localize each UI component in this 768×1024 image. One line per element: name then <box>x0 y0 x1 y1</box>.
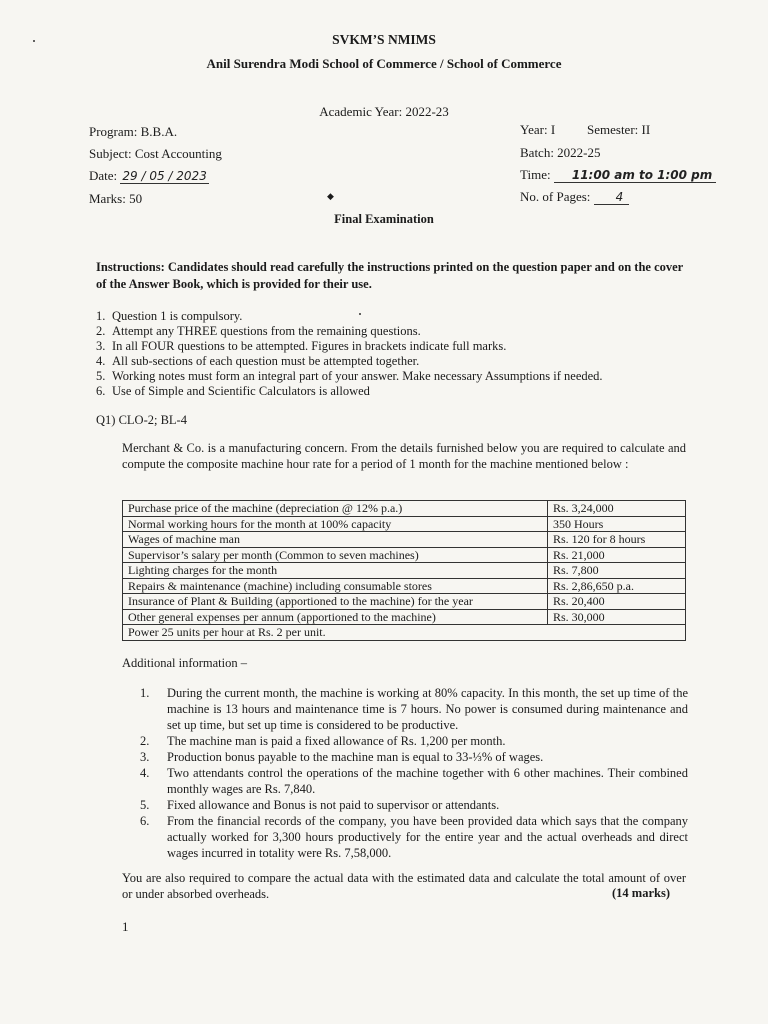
marks: Marks: 50 <box>89 191 143 206</box>
table-row: Repairs & maintenance (machine) including consumable stores Rs. 2,86,650 p.a. <box>123 578 686 594</box>
batch: Batch: 2022-25 <box>520 145 601 160</box>
exam-title: Final Examination <box>334 212 434 226</box>
table-row: Power 25 units per hour at Rs. 2 per unit. <box>123 625 686 641</box>
table-row: Other general expenses per annum (apportioned to the machine) Rs. 30,000 <box>123 609 686 625</box>
list-item: 6. Use of Simple and Scientific Calculators is allowed <box>96 384 370 398</box>
list-item: 2. The machine man is paid a fixed allowance of Rs. 1,200 per month. <box>140 734 506 748</box>
institution-name: SVKM’S NMIMS <box>332 32 436 47</box>
list-item: 5. Working notes must form an integral part of your answer. Make necessary Assumptions if needed. <box>96 369 603 383</box>
semester: Semester: II <box>587 122 651 137</box>
table-row: Supervisor’s salary per month (Common to seven machines) Rs. 21,000 <box>123 547 686 563</box>
date-row <box>89 168 209 184</box>
instructions-heading: Instructions: Candidates should read carefully the instructions printed on the question paper and on the cover of the Answer Book, which is provided for their use. <box>96 260 683 291</box>
date-label: Date: <box>89 168 118 183</box>
academic-year: Academic Year: 2022-23 <box>319 104 449 119</box>
school-name: Anil Surendra Modi School of Commerce / School of Commerce <box>206 56 562 71</box>
subject: Subject: Cost Accounting <box>89 146 222 161</box>
table-row: Wages of machine man Rs. 120 for 8 hours <box>123 532 686 548</box>
table-row: Purchase price of the machine (depreciation @ 12% p.a.) Rs. 3,24,000 <box>123 501 686 517</box>
program: Program: B.B.A. <box>89 124 178 139</box>
scan-mark: ◆ <box>327 191 334 201</box>
list-item: 6. From the financial records of the company, you have been provided data which says that the company actually worked for 3,300 hours productively for the entire year and the actual overheads and direct wages incurred in totality were Rs. 7,58,000. <box>140 814 688 860</box>
additional-heading: Additional information – <box>122 656 247 670</box>
time-label: Time: <box>520 167 551 182</box>
list-item: 1. Question 1 is compulsory. <box>96 309 243 323</box>
table-row: Insurance of Plant & Building (apportioned to the machine) for the year Rs. 20,400 <box>123 594 686 610</box>
list-item: 5. Fixed allowance and Bonus is not paid to supervisor or attendants. <box>140 798 500 812</box>
scan-speck <box>359 313 361 315</box>
date-value: 29 / 05 / 2023 <box>122 169 207 183</box>
list-item: 3. In all FOUR questions to be attempted. Figures in brackets indicate full marks. <box>96 339 507 353</box>
list-item: 4. Two attendants control the operations of the machine together with 6 other machines. Their combined monthly wages are Rs. 7,840. <box>140 766 688 796</box>
page-number: 1 <box>122 919 129 934</box>
table-row: Normal working hours for the month at 100% capacity 350 Hours <box>123 516 686 532</box>
year: Year: I <box>520 122 556 137</box>
pages-label: No. of Pages: <box>520 189 591 204</box>
cost-table <box>122 500 686 641</box>
list-item: 3. Production bonus payable to the machine man is equal to 33-⅓% of wages. <box>140 750 544 764</box>
list-item: 4. All sub-sections of each question must be attempted together. <box>96 354 420 368</box>
table-row: Lighting charges for the month Rs. 7,800 <box>123 563 686 579</box>
pages-row <box>520 189 629 205</box>
additional-list <box>140 685 688 861</box>
time-value: 11:00 am to 1:00 pm <box>554 168 716 183</box>
question-label: Q1) CLO-2; BL-4 <box>96 413 187 427</box>
instructions-list <box>96 309 603 399</box>
question-closing <box>122 870 686 902</box>
list-item: 2. Attempt any THREE questions from the remaining questions. <box>96 324 421 338</box>
question-marks: (14 marks) <box>612 886 670 900</box>
time-row <box>520 167 716 183</box>
scan-speck <box>33 40 35 42</box>
pages-value: 4 <box>594 190 630 205</box>
closing-text: You are also required to compare the actual data with the estimated data and calculate the total amount of over or under absorbed overheads. <box>122 871 686 901</box>
question-intro: Merchant & Co. is a manufacturing concern. From the details furnished below you are required to calculate and compute the composite machine hour rate for a period of 1 month for the machine mentioned below : <box>122 441 686 471</box>
list-item: 1. During the current month, the machine is working at 80% capacity. In this month, the set up time of the machine is 13 hours and maintenance time is 7 hours. No power is consumed during maintenance and set up time, but set up time is considered to be productive. <box>140 686 688 732</box>
